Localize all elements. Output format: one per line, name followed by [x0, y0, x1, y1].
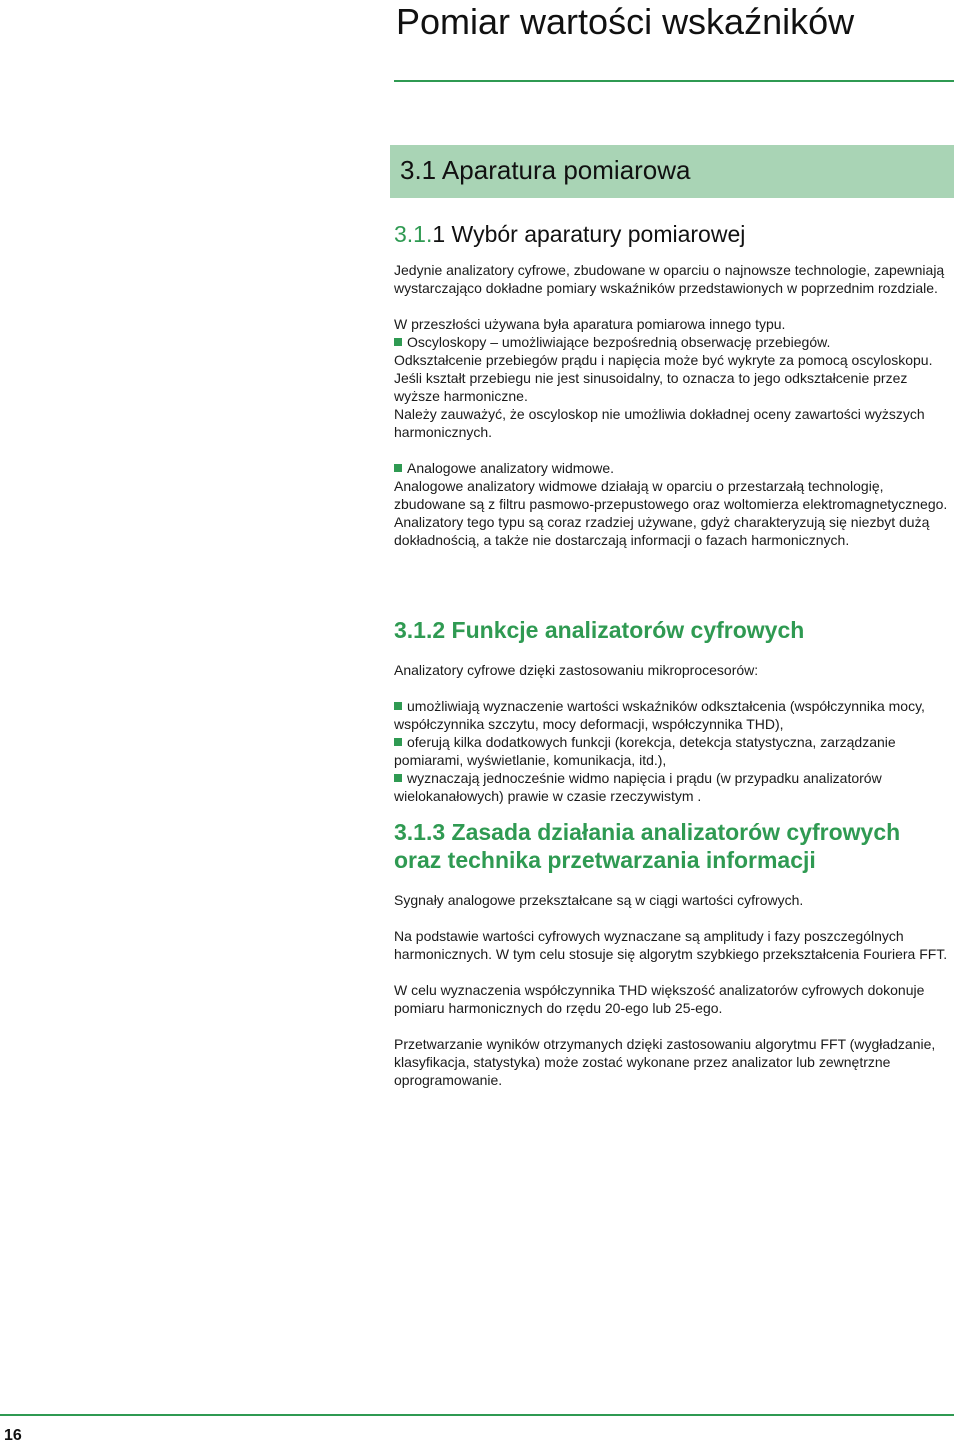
subsection-title-3-1-3: [394, 818, 900, 874]
subsection-title-line: 3.1.3 Zasada działania analizatorów cyfrowych: [394, 819, 901, 845]
list-item: [394, 733, 954, 769]
subsection-title-3-1-1: [394, 219, 745, 249]
subsection-3-1-1-body: [394, 261, 954, 549]
bullet-item-oscilloscopes: [394, 333, 954, 351]
paragraph: Analizatory tego typu są coraz rzadziej używane, gdyż charakteryzują się niezbyt dużą dokładnością, a także nie dostarczają informacji o fazach harmonicznych.: [394, 514, 930, 548]
paragraph: Jedynie analizatory cyfrowe, zbudowane w oparciu o najnowsze technologie, zapewniają wystarczająco dokładne pomiary wskaźników przedstawionych w poprzednim rozdziale.: [394, 262, 945, 296]
paragraph: Należy zauważyć, że oscyloskop nie umożliwia dokładnej oceny zawartości wyższych harmonicznych.: [394, 406, 925, 440]
bullet-item-analog-analyzers: [394, 459, 954, 477]
paragraph: Analogowe analizatory widmowe działają w oparciu o przestarzałą technologię, zbudowane są z filtru pasmowo-przepustowego oraz woltomierza elektromagnetycznego.: [394, 478, 948, 512]
paragraph: Na podstawie wartości cyfrowych wyznaczane są amplitudy i fazy poszczególnych harmonicznych. W tym celu stosuje się algorytm szybkiego przekształcenia Fouriera FFT.: [394, 928, 948, 962]
list-item-text: wyznaczają jednocześnie widmo napięcia i prądu (w przypadku analizatorów wielokanałowych) prawie w czasie rzeczywistym .: [394, 770, 882, 804]
section-title: 3.1 Aparatura pomiarowa: [400, 155, 691, 185]
subsection-3-1-3-body: [394, 891, 954, 1089]
subsection-3-1-2-body: [394, 661, 954, 805]
square-bullet-icon: [394, 464, 402, 472]
list-item-text: umożliwiają wyznaczenie wartości wskaźników odkształcenia (współczynnika mocy, współczynnika szczytu, mocy deformacji, współczynnika THD),: [394, 698, 925, 732]
subsection-title-3-1-2: 3.1.2 Funkcje analizatorów cyfrowych: [394, 617, 805, 643]
paragraph: Odkształcenie przebiegów prądu i napięcia może być wykryte za pomocą oscyloskopu. Jeśli kształt przebiegu nie jest sinusoidalny, to oznacza to jego odkształcenie przez wyższe harmoniczne.: [394, 352, 933, 404]
bullet-label: Oscyloskopy – umożliwiające bezpośrednią obserwację przebiegów.: [407, 334, 831, 350]
list-item-text: oferują kilka dodatkowych funkcji (korekcja, detekcja statystyczna, zarządzanie pomiarami, wyświetlanie, komunikacja, itd.),: [394, 734, 896, 768]
paragraph: Sygnały analogowe przekształcane są w ciągi wartości cyfrowych.: [394, 892, 804, 908]
subsection-number: 3.1.: [394, 221, 433, 247]
page-number: 16: [4, 1427, 22, 1444]
square-bullet-icon: [394, 702, 402, 710]
square-bullet-icon: [394, 774, 402, 782]
square-bullet-icon: [394, 738, 402, 746]
paragraph: W przeszłości używana była aparatura pomiarowa innego typu.: [394, 316, 786, 332]
bullet-label: Analogowe analizatory widmowe.: [407, 460, 614, 476]
footer-divider: [0, 1414, 954, 1416]
title-divider: [394, 80, 954, 82]
list-item: [394, 769, 954, 805]
paragraph: Przetwarzanie wyników otrzymanych dzięki zastosowaniu algorytmu FFT (wygładzanie, klasyfikacja, statystyka) może zostać wykonane przez analizator lub zewnętrzne oprogramowanie.: [394, 1036, 936, 1088]
paragraph: Analizatory cyfrowe dzięki zastosowaniu mikroprocesorów:: [394, 662, 759, 678]
subsection-title-text: 1 Wybór aparatury pomiarowej: [432, 221, 746, 247]
subsection-title-line: oraz technika przetwarzania informacji: [394, 847, 816, 873]
list-item: [394, 697, 954, 733]
paragraph: W celu wyznaczenia współczynnika THD większość analizatorów cyfrowych dokonuje pomiaru harmonicznych do rzędu 20-ego lub 25-ego.: [394, 982, 925, 1016]
square-bullet-icon: [394, 338, 402, 346]
page-title: Pomiar wartości wskaźników: [396, 1, 855, 42]
